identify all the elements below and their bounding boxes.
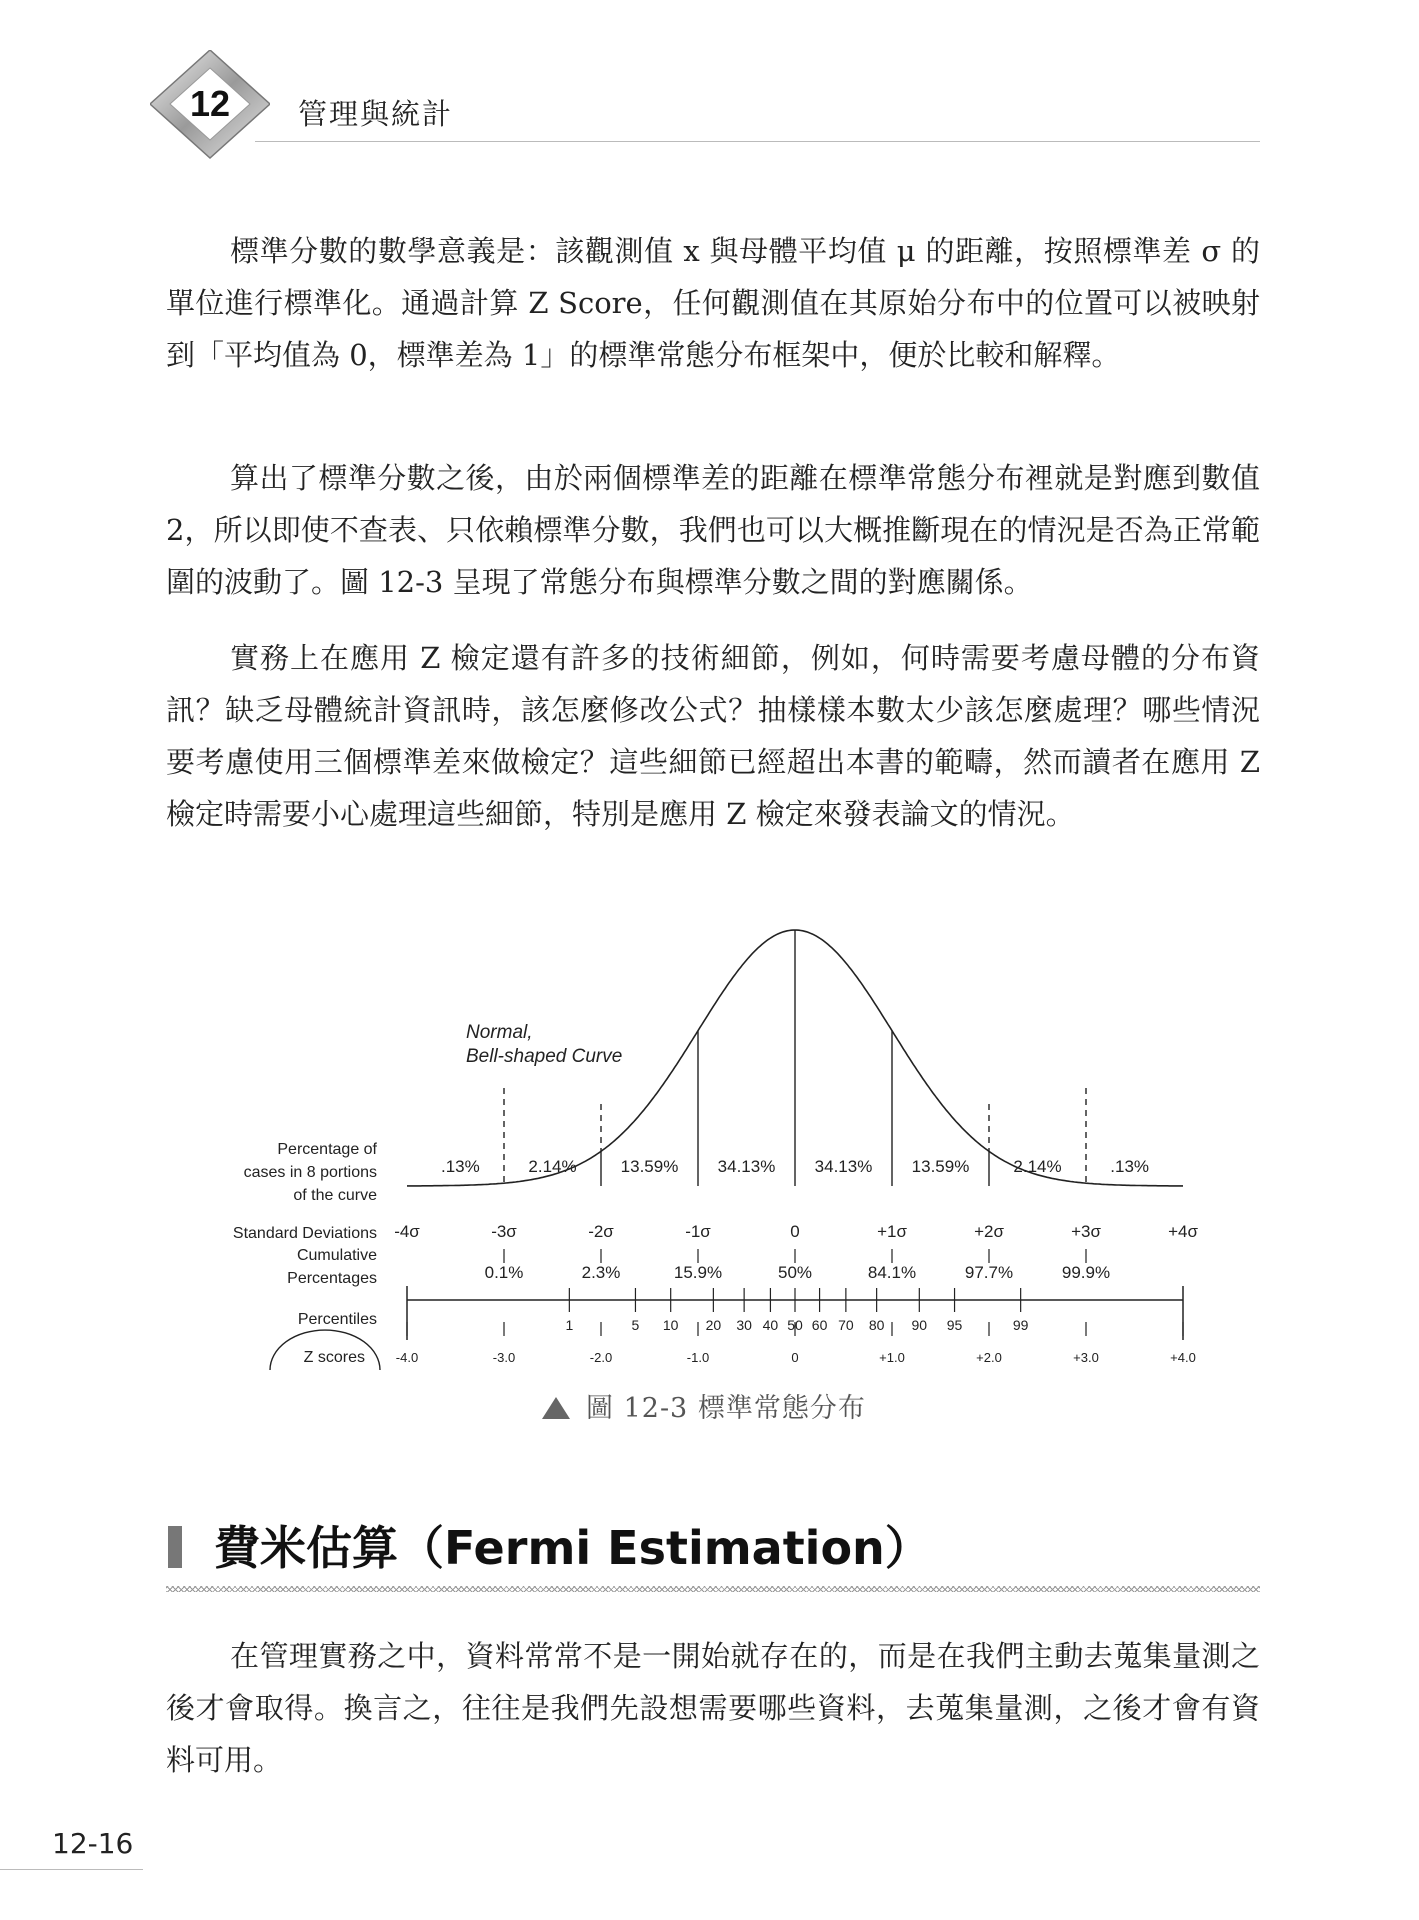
cumulative-value: 2.3% (581, 1263, 621, 1282)
percentile-value: 20 (705, 1317, 722, 1333)
percentile-value: 50 (787, 1317, 803, 1333)
chapter-number: 12 (189, 83, 231, 124)
percentile-value: 1 (565, 1317, 574, 1333)
paragraph-4 (166, 1630, 1260, 1786)
paragraph-2 (166, 452, 1260, 608)
zscore-value: +4.0 (1170, 1350, 1196, 1365)
percentage-label: Percentage of (277, 1141, 377, 1158)
cumulative-value: 0.1% (484, 1263, 524, 1282)
paragraph-text: 算出了標準分數之後，由於兩個標準差的距離在標準常態分布裡就是對應到數值 2，所以即使不查表、只依賴標準分數，我們也可以大概推斷現在的情況是否為正常範圍的波動了。圖 12-3 呈現了常態分布與標準分數之間的對應關係。 (166, 461, 1260, 599)
percentiles-label: Percentiles (297, 1311, 377, 1328)
caption-triangle-icon (542, 1397, 570, 1419)
paragraph-1 (166, 225, 1260, 381)
caption-text: 圖 12-3 標準常態分布 (586, 1393, 866, 1424)
portion-percentage: 13.59% (620, 1157, 679, 1176)
chapter-title: 管理與統計 (298, 97, 454, 131)
cumulative-value: 50% (777, 1263, 813, 1282)
cumulative-value: 15.9% (673, 1263, 723, 1282)
percentile-value: 70 (838, 1317, 854, 1333)
chapter-badge (150, 50, 270, 170)
portion-percentage: 13.59% (911, 1157, 970, 1176)
percentile-value: 80 (868, 1317, 885, 1333)
cumulative-label: Percentages (287, 1270, 377, 1287)
percentage-label: of the curve (293, 1187, 377, 1204)
cumulative-value: 97.7% (964, 1263, 1014, 1282)
zscores-label: Z scores (303, 1349, 365, 1366)
section-marker (168, 1526, 182, 1568)
zscore-value: -2.0 (589, 1350, 613, 1365)
std-dev-tick: -3σ (491, 1222, 517, 1241)
zscore-value: +1.0 (879, 1350, 905, 1365)
paragraph-text: 標準分數的數學意義是：該觀測值 x 與母體平均值 μ 的距離，按照標準差 σ 的單位進行標準化。通過計算 Z Score，任何觀測值在其原始分布中的位置可以被映射到「平均值為 0，標準差為 1」的標準常態分布框架中，便於比較和解釋。 (166, 234, 1260, 372)
cumulative-label: Cumulative (296, 1247, 377, 1264)
percentage-label: cases in 8 portions (243, 1164, 377, 1181)
zscore-value: -4.0 (395, 1350, 419, 1365)
portion-percentage: 2.14% (1013, 1157, 1062, 1176)
percentile-value: 99 (1012, 1317, 1029, 1333)
std-dev-tick: +1σ (877, 1222, 907, 1241)
percentile-value: 90 (911, 1317, 928, 1333)
percentile-value: 60 (811, 1317, 828, 1333)
percentile-value: 5 (631, 1317, 640, 1333)
std-dev-tick: -1σ (685, 1222, 711, 1241)
zscore-value: +2.0 (976, 1350, 1002, 1365)
std-dev-tick: +3σ (1071, 1222, 1101, 1241)
std-dev-tick: -2σ (588, 1222, 614, 1241)
paragraph-3 (166, 632, 1260, 840)
percentile-value: 95 (946, 1317, 963, 1333)
header-divider (255, 141, 1260, 142)
zscore-value: 0 (791, 1350, 799, 1365)
portion-percentage: 2.14% (528, 1157, 577, 1176)
std-dev-tick: 0 (790, 1222, 800, 1241)
percentile-value: 10 (662, 1317, 679, 1333)
section-divider (166, 1586, 1260, 1592)
paragraph-text: 實務上在應用 Z 檢定還有許多的技術細節，例如，何時需要考慮母體的分布資訊？缺乏母體統計資訊時，該怎麼修改公式？抽樣樣本數太少該怎麼處理？哪些情況要考慮使用三個標準差來做檢定？這些細節已經超出本書的範疇，然而讀者在應用 Z 檢定時需要小心處理這些細節，特別是應用 Z 檢定來發表論文的情況。 (166, 641, 1260, 831)
cumulative-value: 99.9% (1061, 1263, 1111, 1282)
percentile-value: 40 (762, 1317, 779, 1333)
std-dev-tick: +2σ (974, 1222, 1004, 1241)
section-title: 費米估算（Fermi Estimation） (214, 1521, 931, 1575)
portion-percentage: .13% (440, 1157, 480, 1176)
portion-percentage: 34.13% (717, 1157, 776, 1176)
page-number: 12-16 (52, 1827, 134, 1860)
normal-distribution-chart (190, 918, 1240, 1418)
portion-percentage: 34.13% (814, 1157, 873, 1176)
zscore-value: -3.0 (492, 1350, 516, 1365)
percentile-value: 30 (736, 1317, 752, 1333)
portion-percentage: .13% (1110, 1157, 1150, 1176)
footer-divider (0, 1869, 143, 1870)
cumulative-value: 84.1% (867, 1263, 917, 1282)
zscore-value: -1.0 (686, 1350, 710, 1365)
std-dev-tick: +4σ (1168, 1222, 1198, 1241)
chart-title-line-1: Normal, (466, 1022, 533, 1043)
std-dev-label: Standard Deviations (232, 1225, 377, 1242)
zscore-value: +3.0 (1073, 1350, 1099, 1365)
chart-title-line-2: Bell-shaped Curve (466, 1046, 623, 1067)
std-dev-tick: -4σ (394, 1222, 420, 1241)
paragraph-text: 在管理實務之中，資料常常不是一開始就存在的，而是在我們主動去蒐集量測之後才會取得。換言之，往往是我們先設想需要哪些資料，去蒐集量測，之後才會有資料可用。 (166, 1639, 1260, 1777)
figure-caption (542, 1386, 866, 1425)
